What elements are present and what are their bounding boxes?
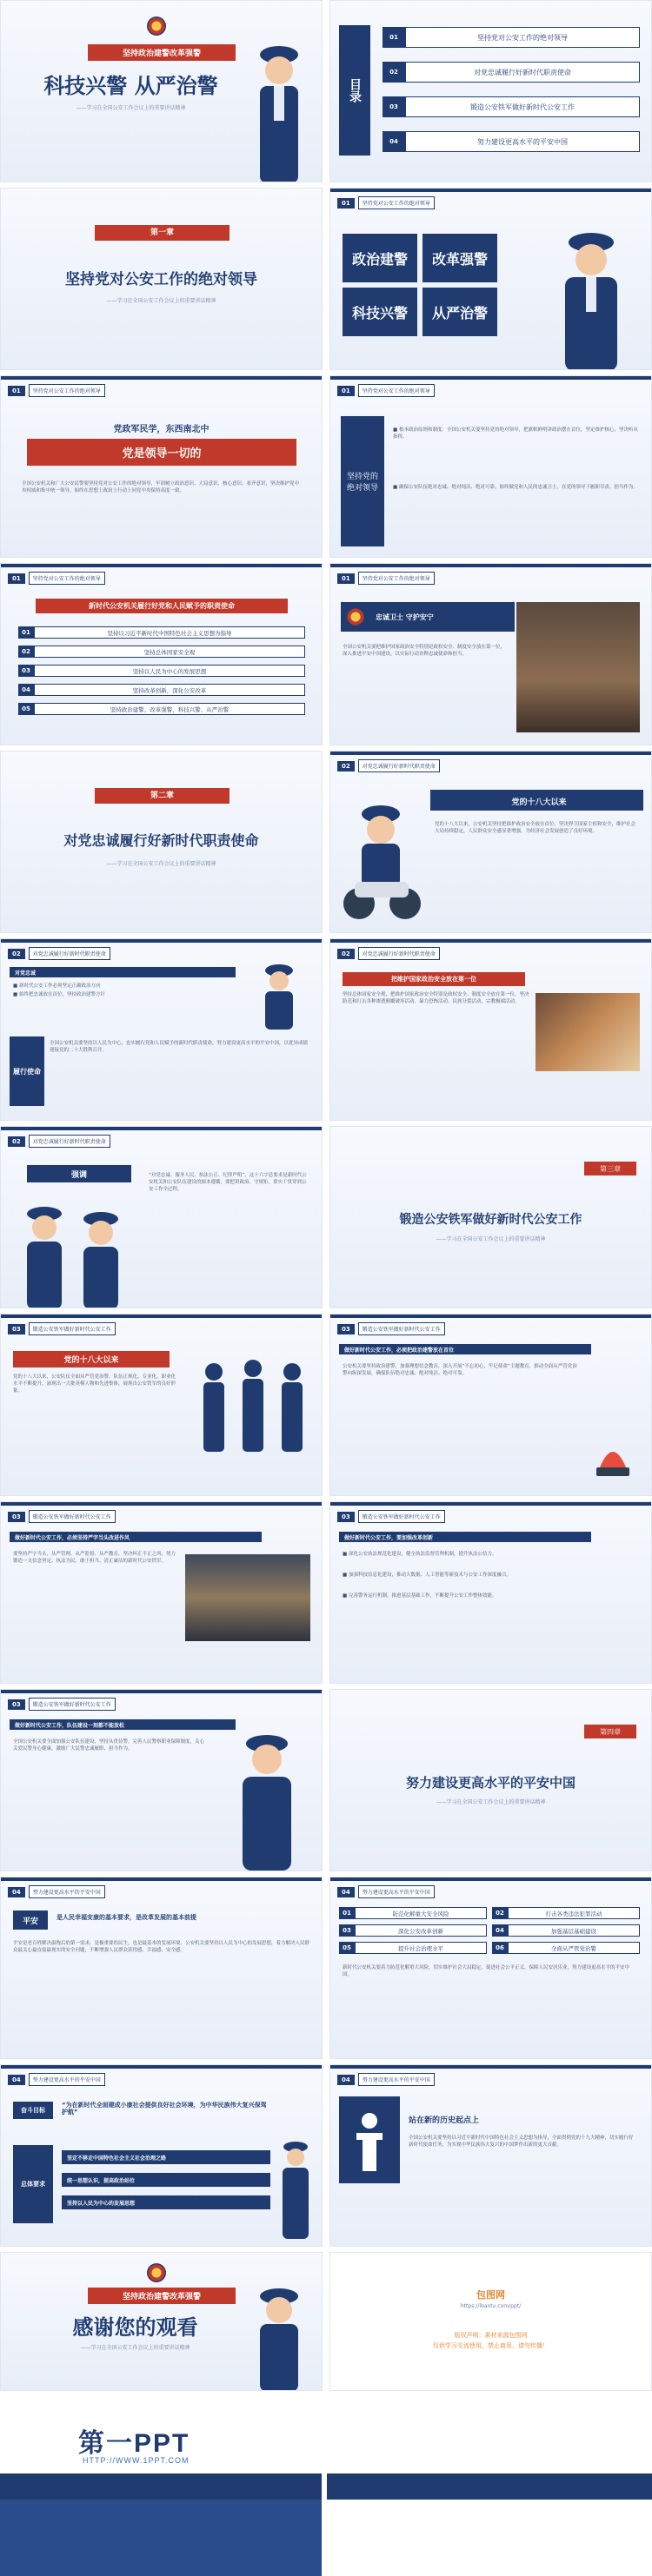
slide-paragraph: 全国公安机关要坚持以习近平新时代中国特色社会主义思想为指导，全面贯彻党的十九大精神，切实履行好新时代使命任务，为实现中华民族伟大复兴的中国梦作出新的更大贡献。 [409, 2136, 634, 2148]
section-tag: 01 坚持党对公安工作的绝对领导 [337, 196, 435, 209]
tile-political: 政治建警 [343, 234, 417, 282]
top-bar [330, 1314, 651, 1318]
section-tag: 01 坚持党对公安工作的绝对领导 [8, 572, 105, 585]
top-bar [330, 1877, 651, 1881]
section-bar: 做好新时代公安工作，必须把政治建警放在首位 [339, 1344, 591, 1354]
slide-red-band: 党的十八大以来 [487, 793, 591, 810]
meeting-hall-photo [185, 1554, 310, 1641]
siren-icon [591, 1436, 635, 1480]
tile-reform: 改革强警 [422, 234, 497, 282]
cover-title: 科技兴警 从严治警 [43, 74, 218, 98]
section-bar: 做好新时代公安工作，要加强改革创新 [339, 1532, 591, 1542]
contents-item[interactable]: 03 锻造公安铁军做好新时代公安工作 [383, 96, 640, 117]
slide-strict-style[interactable] [0, 1501, 323, 1684]
top-bar [1, 939, 322, 943]
top-bar [1, 2065, 322, 2069]
thanks-subtitle: ——学习在全国公安工作会议上的重要讲话精神 [80, 2345, 190, 2351]
slide-heading: 是人民幸福安康的基本要求，是改革发展的基本前提 [57, 1914, 196, 1921]
slide-paragraph: 平安是老百姓解决温饱后的第一需求，是极重要的民生，也是最基本的发展环境。公安机关要坚持以人民为中心的发展思想，着力解决人民群众最关心最直接最现实的安全问题，不断增强人民群众获得感、幸福感、安全感。 [13, 1941, 310, 1953]
slide-reform[interactable] [329, 1501, 652, 1684]
slide-tasks-grid[interactable] [329, 1877, 652, 2059]
slide-loyalty[interactable] [0, 938, 323, 1121]
slide-red-band: 新时代公安机关履行好党和人民赋予的职责使命 [36, 599, 288, 613]
slide-chapter-4[interactable] [329, 1689, 652, 1871]
chapter-band: 第二章 [95, 788, 230, 804]
slide-thanks[interactable] [0, 2252, 323, 2391]
task-item: 01 防范化解重大安全风险 [339, 1907, 487, 1919]
top-bar [330, 189, 651, 192]
police-officer-illustration [223, 1725, 310, 1871]
police-badge-icon [147, 17, 166, 36]
police-motorbike-illustration [337, 795, 424, 925]
thanks-title: 感谢您的观看 [72, 2315, 198, 2340]
chapter-band: 第一章 [95, 225, 230, 241]
footer-link-area [0, 2500, 322, 2576]
slide-paragraph: 党的十八大以来，公安队伍全面从严管党治警，队伍正规化、专业化、职业化水平不断提升，涌现出一大批英模人物和先进集体，展现出公安铁军的良好形象。 [13, 1374, 176, 1394]
police-officer-illustration [244, 36, 314, 182]
top-bar [1, 1127, 322, 1130]
top-bar [330, 1502, 651, 1506]
slide-paragraph: 公安机关要坚持政治建警，加强理想信念教育，深入开展“不忘初心、牢记使命”主题教育，推动全面从严管党治警向纵深发展，确保队伍绝对忠诚、绝对纯洁、绝对可靠。 [343, 1364, 577, 1376]
contents-item[interactable]: 04 努力建设更高水平的平安中国 [383, 131, 640, 152]
chapter-subtitle: ——学习在全国公安工作会议上的重要讲话精神 [106, 298, 216, 304]
top-bar [1, 1690, 322, 1693]
task-item: 02 打击各类违法犯罪活动 [492, 1907, 640, 1919]
section-tag: 04 努力建设更高水平的平安中国 [337, 2073, 435, 2086]
footer-band [327, 2473, 652, 2500]
section-tag: 04 努力建设更高水平的平安中国 [8, 2073, 105, 2086]
police-officer-illustration [244, 2279, 314, 2391]
slide-political-security[interactable] [329, 938, 652, 1121]
bullet-paragraph: ■ 根本政治原则和制度：全国公安机关要坚持党的绝对领导，把旗帜鲜明讲政治摆在首位，坚定维护核心，坚决听从指挥。 [393, 427, 638, 440]
footer-band [0, 2473, 322, 2500]
section-tag: 02 对党忠诚履行好新时代职责使命 [8, 1135, 110, 1148]
slide-chapter-3[interactable] [329, 1126, 652, 1308]
section-tag: 03 锻造公安铁军做好新时代公安工作 [8, 1510, 116, 1523]
contents-item[interactable]: 02 对党忠诚履行好新时代职责使命 [383, 62, 640, 83]
duty-item: 03 坚持以人民为中心的发展思想 [18, 665, 305, 677]
bullet-line: ■ 完善警务运行机制，推进基层基础工作，不断提升公安工作整体效能。 [343, 1593, 497, 1599]
section-tag: 02 对党忠诚履行好新时代职责使命 [8, 947, 110, 960]
slide-party-leads[interactable] [0, 375, 323, 558]
duty-item: 01 坚持以习近平新时代中国特色社会主义思想为指导 [18, 626, 305, 639]
top-bar [330, 939, 651, 943]
chapter-subtitle: ——学习在全国公安工作会议上的重要讲话精神 [106, 861, 216, 867]
slide-chapter-2[interactable] [0, 751, 323, 933]
slide-peace[interactable] [0, 1877, 323, 2059]
chapter-subtitle: ——学习在全国公安工作会议上的重要讲话精神 [436, 1799, 546, 1805]
slide-heading: 党政军民学，东西南北中 [113, 425, 210, 434]
task-item: 04 加强基层基础建设 [492, 1924, 640, 1937]
task-item: 05 提升社会治理水平 [339, 1942, 487, 1954]
duty-item: 02 坚持总体国家安全观 [18, 646, 305, 658]
cover-band: 坚持政治建警改革强警 [88, 2288, 236, 2304]
footer-link-area [327, 2500, 652, 2576]
goal-quote: “为在新时代全面建成小康社会提供良好社会环境，为中华民族伟大复兴保驾护航” [62, 2102, 267, 2116]
police-badge-icon [147, 2263, 166, 2282]
section-bar: 做好新时代公安工作，队伍建设一刻都不能放松 [10, 1719, 236, 1730]
duty-item: 04 坚持改革创新，深化公安改革 [18, 684, 305, 696]
chapter-subtitle: ——学习在全国公安工作会议上的重要讲话精神 [436, 1236, 546, 1242]
section-tag: 03 锻造公安铁军做好新时代公安工作 [337, 1510, 445, 1523]
slide-paragraph: 新时代公安机关要着力防范化解重大风险，切实维护社会大局稳定，促进社会公平正义，保障人民安居乐业，努力建设更高水平的平安中国。 [343, 1965, 630, 1977]
slide-new-start[interactable] [329, 2064, 652, 2247]
slide-red-band: 把维护国家政治安全放在第一位 [343, 972, 525, 986]
slide-copyright[interactable] [329, 2252, 652, 2391]
cover-subtitle: ——学习在全国公安工作会议上的重要讲话精神 [76, 105, 186, 111]
slide-paragraph: “对党忠诚、服务人民、执法公正、纪律严明”，这十六字总要求是新时代公安机关和公安队伍建设的根本遵循，要把讲政治、守规矩、重实干贯穿到公安工作全过程。 [149, 1173, 307, 1192]
slide-iron-army[interactable] [0, 1314, 323, 1496]
top-bar [1, 1314, 322, 1318]
police-officer-illustration [548, 223, 635, 370]
bullet-paragraph: ■ 确保公安队伍绝对忠诚、绝对纯洁、绝对可靠，始终做党和人民的忠诚卫士，在党的领导下履职尽责、担当作为。 [393, 485, 638, 490]
slide-four-pillars[interactable] [329, 188, 652, 370]
caption-box: 忠诚卫士 守护安宁 [341, 602, 515, 632]
slide-goals[interactable] [0, 2064, 323, 2247]
bullet-line: ■ 新时代公安工作必须坚定正确政治方向 [13, 983, 101, 989]
bullet-line: ■ 深化公安执法规范化建设，健全执法监督管理机制，提升执法公信力。 [343, 1552, 497, 1557]
bullet-line: ■ 加强科技信息化建设，推动大数据、人工智能等新技术与公安工作深度融合。 [343, 1573, 511, 1578]
copyright-line: 版权声明：素材来源包图网 [454, 2332, 528, 2339]
slide-paragraph: 全国公安机关要把维护国家政治安全特别是政权安全、制度安全放在第一位，深入推进平安中国建设，以实际行动诠释忠诚使命和担当。 [343, 645, 506, 657]
slide-paragraph: 全国公安机关和广大公安民警要坚持党对公安工作的绝对领导，牢固树立政治意识、大局意识、核心意识、看齐意识，坚决维护党中央权威和集中统一领导，始终在思想上政治上行动上同党中央保持高度一致。 [22, 481, 300, 493]
police-group-illustration [10, 1196, 140, 1308]
side-label: 平安 [13, 1910, 48, 1930]
slide-conference-photo[interactable] [329, 563, 652, 745]
police-silhouettes-illustration [192, 1346, 314, 1485]
section-tag: 01 坚持党对公安工作的绝对领导 [337, 572, 435, 585]
conference-room-photo [516, 602, 640, 732]
temple-photo [536, 993, 640, 1071]
slide-team-building[interactable] [0, 1689, 323, 1871]
slide-political-first[interactable] [329, 1314, 652, 1496]
chapter-title: 对党忠诚履行好新时代职责使命 [63, 832, 259, 849]
side-label: 总体要求 [13, 2145, 53, 2223]
section-tag: 02 对党忠诚履行好新时代职责使命 [337, 947, 440, 960]
section-tag: 01 坚持党对公安工作的绝对领导 [337, 384, 435, 397]
section-tag: 03 锻造公安铁军做好新时代公安工作 [8, 1698, 116, 1711]
bullet-line: ■ 始终把忠诚放在首位，坚持政治建警方针 [13, 992, 105, 997]
brand-logo: 包图网 [476, 2289, 505, 2301]
duty-item: 05 坚持政治建警、改革强警、科技兴警、从严治警 [18, 703, 305, 715]
emphasis-label: 强调 [27, 1165, 131, 1182]
section-tag: 04 努力建设更高水平的平安中国 [8, 1885, 105, 1898]
chapter-title: 坚持党对公安工作的绝对领导 [65, 271, 257, 288]
brand-url[interactable]: https://ibaotu.com/ppt/ [460, 2303, 522, 2309]
top-bar [1, 376, 322, 380]
slide-paragraph: 全国公安机关要全面加强公安队伍建设，坚持从优待警，完善人民警察职业保障制度，关心关爱民警身心健康，激励广大民警忠诚履职、担当作为。 [13, 1739, 205, 1752]
slide-cover[interactable] [0, 0, 323, 182]
slide-red-band: 党的十八大以来 [13, 1351, 170, 1367]
section-tag: 02 对党忠诚履行好新时代职责使命 [337, 759, 440, 772]
goal-label: 奋斗目标 [13, 2102, 53, 2119]
section-tag: 04 努力建设更高水平的平安中国 [337, 1885, 435, 1898]
section-tag: 03 锻造公安铁军做好新时代公安工作 [8, 1322, 116, 1335]
slide-heading: 站在新的历史起点上 [409, 2116, 480, 2125]
goal-row: 坚定不移走中国特色社会主义社会治理之路 [62, 2150, 270, 2164]
chapter-band: 第三章 [584, 1162, 636, 1175]
slide-emphasis[interactable] [0, 1126, 323, 1308]
side-label: 坚持党的绝对领导 [341, 416, 384, 546]
slide-absolute-leadership[interactable] [329, 375, 652, 558]
slide-paragraph: 要坚持严字当头，从严管理、从严监督、从严教育，坚决纠正不正之风，努力锻造一支信念坚定、执法为民、敢于担当、清正廉洁的新时代公安铁军。 [13, 1552, 176, 1564]
police-badge-icon [346, 607, 365, 626]
section-bar: 对党忠诚 [10, 967, 236, 977]
slide-since-18th[interactable] [329, 751, 652, 933]
chapter-title: 努力建设更高水平的平安中国 [405, 1775, 575, 1791]
section-bar: 做好新时代公安工作，必须坚持严字当头改进作风 [10, 1532, 262, 1542]
top-bar [1, 1502, 322, 1506]
police-officer-illustration [274, 2135, 317, 2239]
contents-label: 目录 [339, 25, 370, 156]
cover-band: 坚持政治建警改革强警 [88, 44, 236, 61]
goal-row: 统一思想认识，提高政治站位 [62, 2173, 270, 2187]
slide-contents[interactable] [329, 0, 652, 182]
tile-technology: 科技兴警 [343, 288, 417, 336]
side-label: 履行使命 [10, 1036, 44, 1106]
slide-red-band: 党是领导一切的 [27, 439, 296, 466]
slide-paragraph: 坚持总体国家安全观，把维护国家政治安全特别是政权安全、制度安全放在第一位，坚决防范和打击各种渗透颠覆破坏活动、暴力恐怖活动、民族分裂活动、宗教极端活动。 [343, 992, 529, 1004]
footer-url[interactable]: HTTP://WWW.1PPT.COM [83, 2456, 190, 2465]
top-bar [330, 752, 651, 755]
top-bar [330, 2065, 651, 2069]
top-bar [1, 564, 322, 567]
section-tag: 03 锻造公安铁军做好新时代公安工作 [337, 1322, 445, 1335]
slide-duties-list[interactable] [0, 563, 323, 745]
contents-item[interactable]: 01 坚持党对公安工作的绝对领导 [383, 27, 640, 48]
top-bar [1, 1877, 322, 1881]
copyright-line: 仅供学习交流使用，禁止商用，请勿传播！ [433, 2342, 549, 2349]
slide-chapter-1[interactable] [0, 188, 323, 370]
footer-brand: 第一PPT [78, 2429, 190, 2458]
top-bar [330, 564, 651, 567]
police-officer-illustration [253, 960, 305, 1030]
chapter-band: 第四章 [584, 1725, 636, 1738]
task-item: 03 深化公安改革创新 [339, 1924, 487, 1937]
chapter-title: 锻造公安铁军做好新时代公安工作 [399, 1213, 582, 1227]
slide-paragraph: 全国公安机关要坚持以人民为中心，忠实履行党和人民赋予的新时代职责使命，努力建设更高水平的平安中国，以优异成绩迎接党的二十大胜利召开。 [50, 1041, 309, 1053]
tile-discipline: 从严治警 [422, 288, 497, 336]
podium-icon [339, 2096, 400, 2183]
section-tag: 01 坚持党对公安工作的绝对领导 [8, 384, 105, 397]
goal-row: 坚持以人民为中心的发展思想 [62, 2195, 270, 2209]
task-item: 06 全面从严管党治警 [492, 1942, 640, 1954]
footer-ad [0, 2395, 652, 2576]
top-bar [330, 376, 651, 380]
slide-paragraph: 党的十八大以来，公安机关坚持把维护政治安全放在首位，坚决捍卫国家主权和安全，维护社会大局持续稳定，人民群众安全感显著增强，为经济社会发展创造了良好环境。 [435, 822, 636, 834]
